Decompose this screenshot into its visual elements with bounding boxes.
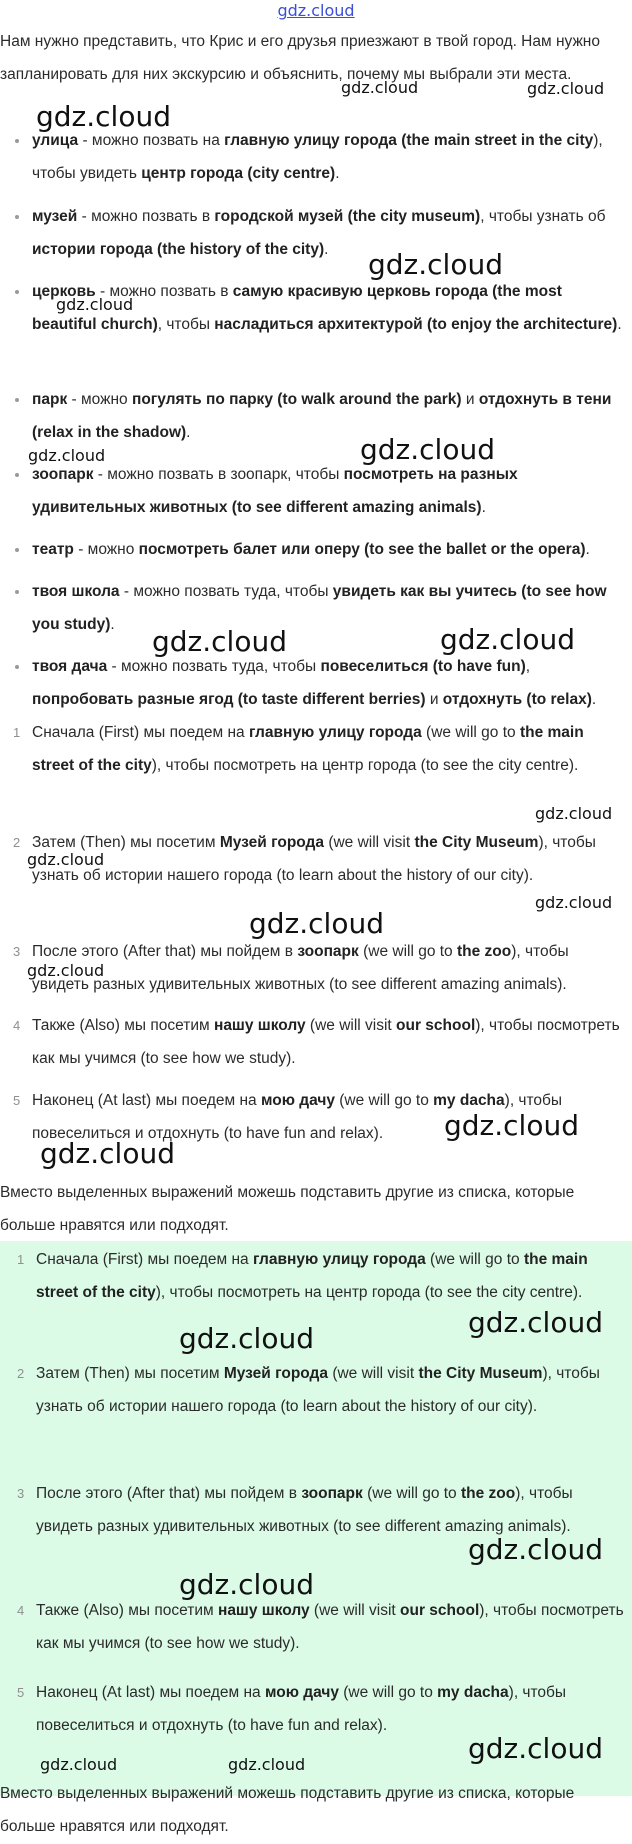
text-run: (we will go to [425, 1251, 524, 1268]
numbered-item [13, 826, 628, 892]
text-run: . [591, 691, 597, 708]
bullet-dot [15, 139, 19, 143]
list-item [32, 533, 628, 566]
highlighted-phrase: the City Museum [414, 834, 539, 851]
text-run: После этого (After that) мы пойдем в [36, 1485, 302, 1502]
bullet-dot [15, 548, 19, 552]
numbered-item-text [36, 1485, 573, 1535]
watermark: gdz.cloud [341, 78, 419, 97]
highlighted-phrase: центр города (city centre) [141, 165, 336, 182]
text-run: (we will visit [305, 1017, 397, 1034]
text-run: . [617, 316, 622, 333]
highlighted-phrase: Музей города [223, 1365, 329, 1382]
list-item [32, 458, 628, 524]
text-run: Также (Also) мы посетим [36, 1602, 218, 1619]
text-run: . [324, 241, 329, 258]
watermark: gdz.cloud [440, 623, 575, 656]
text-run: ), чтобы увидеть [32, 132, 603, 182]
bullet-dot [15, 590, 19, 594]
highlighted-phrase: the City Museum [418, 1365, 543, 1382]
watermark: gdz.cloud [368, 248, 503, 281]
item-number: 5 [17, 1685, 25, 1700]
text-run: - можно [73, 541, 139, 558]
numbered-item-text [32, 834, 596, 884]
text-run: Сначала (First) мы поедем на [32, 724, 249, 741]
list-item-text [32, 541, 590, 558]
numbered-item [17, 1357, 628, 1423]
highlighted-phrase: my dacha [433, 1092, 505, 1109]
watermark: gdz.cloud [468, 1306, 603, 1339]
text-run: (we will go to [421, 724, 520, 741]
bullet-dot [15, 215, 19, 219]
text-run: (we will go to [338, 1684, 438, 1701]
bullet-dot [15, 473, 19, 477]
highlighted-phrase: попробовать разные ягод (to taste different berries) [32, 691, 426, 708]
numbered-item [17, 1243, 628, 1309]
list-item [32, 124, 628, 190]
numbered-item-text [32, 724, 584, 774]
text-run: (we will visit [309, 1602, 401, 1619]
highlighted-phrase: our school [396, 1017, 476, 1034]
text-run: Наконец (At last) мы поедем на [32, 1092, 261, 1109]
bullet-dot [15, 665, 19, 669]
item-number: 3 [17, 1486, 25, 1501]
text-run: ), чтобы посмотреть как мы учимся (to see how we study). [32, 1017, 620, 1067]
highlighted-phrase: посмотреть балет или оперу (to see the ballet or the opera) [138, 541, 586, 558]
text-run: (we will visit [328, 1365, 419, 1382]
watermark: gdz.cloud [468, 1732, 603, 1765]
item-number: 4 [17, 1603, 25, 1618]
text-run: . [335, 165, 340, 182]
item-number: 1 [17, 1252, 25, 1267]
highlighted-phrase: the main street of the city [32, 724, 584, 774]
highlighted-phrase: зоопарк [297, 943, 359, 960]
list-item-text [32, 466, 518, 516]
highlighted-phrase: истории города (the history of the city) [32, 241, 325, 258]
text-run: Наконец (At last) мы поедем на [36, 1684, 265, 1701]
highlighted-phrase: the main street of the city [36, 1251, 588, 1301]
text-run: . [481, 499, 486, 516]
text-run: (we will go to [362, 1485, 461, 1502]
highlighted-phrase: повеселиться (to have fun) [320, 658, 526, 675]
watermark: gdz.cloud [444, 1109, 579, 1142]
text-run: Затем (Then) мы посетим [32, 834, 220, 851]
text-run: ), чтобы посмотреть на центр города (to see the city centre). [151, 757, 579, 774]
highlighted-phrase: парк [32, 391, 68, 408]
text-run: ), чтобы посмотреть как мы учимся (to see how we study). [36, 1602, 624, 1652]
text-run: ), чтобы увидеть разных удивительных животных (to see different amazing animals). [32, 943, 569, 993]
highlighted-phrase: погулять по парку (to walk around the park) [131, 391, 462, 408]
highlighted-phrase: the zoo [460, 1485, 516, 1502]
watermark: gdz.cloud [468, 1533, 603, 1566]
numbered-item-text [36, 1684, 566, 1734]
text-run: и [461, 391, 479, 408]
text-run: Сначала (First) мы поедем на [36, 1251, 253, 1268]
text-run: (we will go to [358, 943, 457, 960]
highlighted-phrase: зоопарк [32, 466, 94, 483]
text-run: - можно позвать туда, чтобы [107, 658, 321, 675]
site-link[interactable]: gdz.cloud [277, 1, 355, 20]
watermark: gdz.cloud [179, 1568, 314, 1601]
highlighted-phrase: нашу школу [213, 1017, 306, 1034]
item-number: 2 [17, 1366, 25, 1381]
text-run: . [186, 424, 191, 441]
highlighted-phrase: твоя дача [32, 658, 108, 675]
numbered-item-text [32, 1017, 620, 1067]
text-run: , чтобы узнать об [480, 208, 606, 225]
text-run: ), чтобы посмотреть на центр города (to see the city centre). [155, 1284, 583, 1301]
text-run: - можно [67, 391, 132, 408]
highlighted-phrase: Музей города [219, 834, 325, 851]
intro-paragraph: Нам нужно представить, что Крис и его друзья приезжают в твой город. Нам нужно запланировать для них экскурсию и объяснить, почему мы выбрали эти места. [0, 33, 600, 83]
highlighted-phrase: самую красивую церковь города (the most beautiful church) [32, 283, 562, 333]
text-run: - можно позвать туда, чтобы [119, 583, 333, 600]
highlighted-phrase: the zoo [456, 943, 512, 960]
highlighted-phrase: главную улицу города [252, 1251, 426, 1268]
watermark: gdz.cloud [360, 433, 495, 466]
highlighted-phrase: отдохнуть (to relax) [442, 691, 592, 708]
highlighted-phrase: театр [32, 541, 74, 558]
highlighted-phrase: my dacha [437, 1684, 509, 1701]
watermark: gdz.cloud [36, 100, 171, 133]
numbered-item-text [32, 943, 569, 993]
text-run: ), чтобы повеселиться и отдохнуть (to have fun and relax). [36, 1684, 567, 1734]
numbered-item [13, 716, 628, 782]
numbered-item-text [36, 1251, 588, 1301]
text-run: - можно позвать в [77, 208, 215, 225]
text-run: , чтобы [157, 316, 215, 333]
text-run: Затем (Then) мы посетим [36, 1365, 224, 1382]
highlighted-phrase: церковь [32, 283, 96, 300]
highlighted-phrase: музей [32, 208, 78, 225]
list-item-text [32, 391, 611, 441]
text-run: ), чтобы узнать об истории нашего города (to learn about the history of our city). [32, 834, 596, 884]
text-run: - можно позвать на [78, 132, 225, 149]
watermark: gdz.cloud [527, 79, 605, 98]
note-paragraph: Вместо выделенных выражений можешь подставить другие из списка, которые больше нравятся или подходят. [0, 1184, 575, 1234]
list-item-text [32, 132, 603, 182]
list-item-text [32, 658, 596, 708]
text-run: ), чтобы увидеть разных удивительных животных (to see different amazing animals). [36, 1485, 573, 1535]
watermark: gdz.cloud [56, 295, 134, 314]
list-item [32, 650, 628, 716]
highlighted-phrase: улица [32, 132, 79, 149]
watermark: gdz.cloud [40, 1137, 175, 1170]
watermark: gdz.cloud [249, 907, 384, 940]
highlighted-phrase: увидеть как вы учитесь (to see how you study) [32, 583, 607, 633]
text-run: и [425, 691, 443, 708]
watermark: gdz.cloud [27, 850, 105, 869]
list-item [32, 383, 628, 449]
highlighted-phrase: твоя школа [32, 583, 120, 600]
highlighted-phrase: our school [400, 1602, 480, 1619]
list-item-text [32, 208, 605, 258]
list-item [32, 200, 628, 266]
item-number: 4 [13, 1018, 21, 1033]
text-run: Также (Also) мы посетим [32, 1017, 214, 1034]
watermark: gdz.cloud [535, 893, 613, 912]
text-run: - можно позвать в [95, 283, 233, 300]
numbered-item [17, 1594, 628, 1660]
watermark: gdz.cloud [27, 961, 105, 980]
item-number: 1 [13, 725, 21, 740]
numbered-item [13, 1009, 628, 1075]
item-number: 5 [13, 1093, 21, 1108]
highlighted-phrase: главную улицу города (the main street in the city [224, 132, 594, 149]
watermark: gdz.cloud [28, 446, 106, 465]
text-run: После этого (After that) мы пойдем в [32, 943, 298, 960]
highlighted-phrase: насладиться архитектурой (to enjoy the architecture) [214, 316, 618, 333]
watermark: gdz.cloud [535, 804, 613, 823]
highlighted-phrase: мою дачу [264, 1684, 339, 1701]
highlighted-phrase: главную улицу города [248, 724, 422, 741]
text-run: - можно позвать в зоопарк, чтобы [93, 466, 344, 483]
text-run: ), чтобы узнать об истории нашего города (to learn about the history of our city). [36, 1365, 600, 1415]
watermark: gdz.cloud [152, 625, 287, 658]
numbered-item [13, 935, 628, 1001]
bullet-dot [15, 398, 19, 402]
highlighted-phrase: отдохнуть в тени (relax in the shadow) [32, 391, 612, 441]
text-run: ), чтобы повеселиться и отдохнуть (to have fun and relax). [32, 1092, 563, 1142]
highlighted-phrase: мою дачу [260, 1092, 335, 1109]
text-run: . [585, 541, 590, 558]
text-run: , [525, 658, 531, 675]
watermark: gdz.cloud [179, 1322, 314, 1355]
item-number: 2 [13, 835, 21, 850]
text-run: (we will visit [324, 834, 415, 851]
highlighted-phrase: городской музей (the city museum) [214, 208, 481, 225]
text-run: . [110, 616, 115, 633]
watermark: gdz.cloud [228, 1755, 306, 1774]
bullet-dot [15, 290, 19, 294]
note-paragraph-bottom: Вместо выделенных выражений можешь подставить другие из списка, которые больше нравятся или подходят. [0, 1785, 575, 1835]
highlighted-phrase: посмотреть на разных удивительных животных (to see different amazing animals) [32, 466, 518, 516]
highlighted-phrase: зоопарк [301, 1485, 363, 1502]
item-number: 3 [13, 944, 21, 959]
numbered-item-text [36, 1602, 624, 1652]
watermark: gdz.cloud [40, 1755, 118, 1774]
numbered-item-text [36, 1365, 600, 1415]
highlighted-phrase: нашу школу [217, 1602, 310, 1619]
text-run: (we will go to [334, 1092, 434, 1109]
